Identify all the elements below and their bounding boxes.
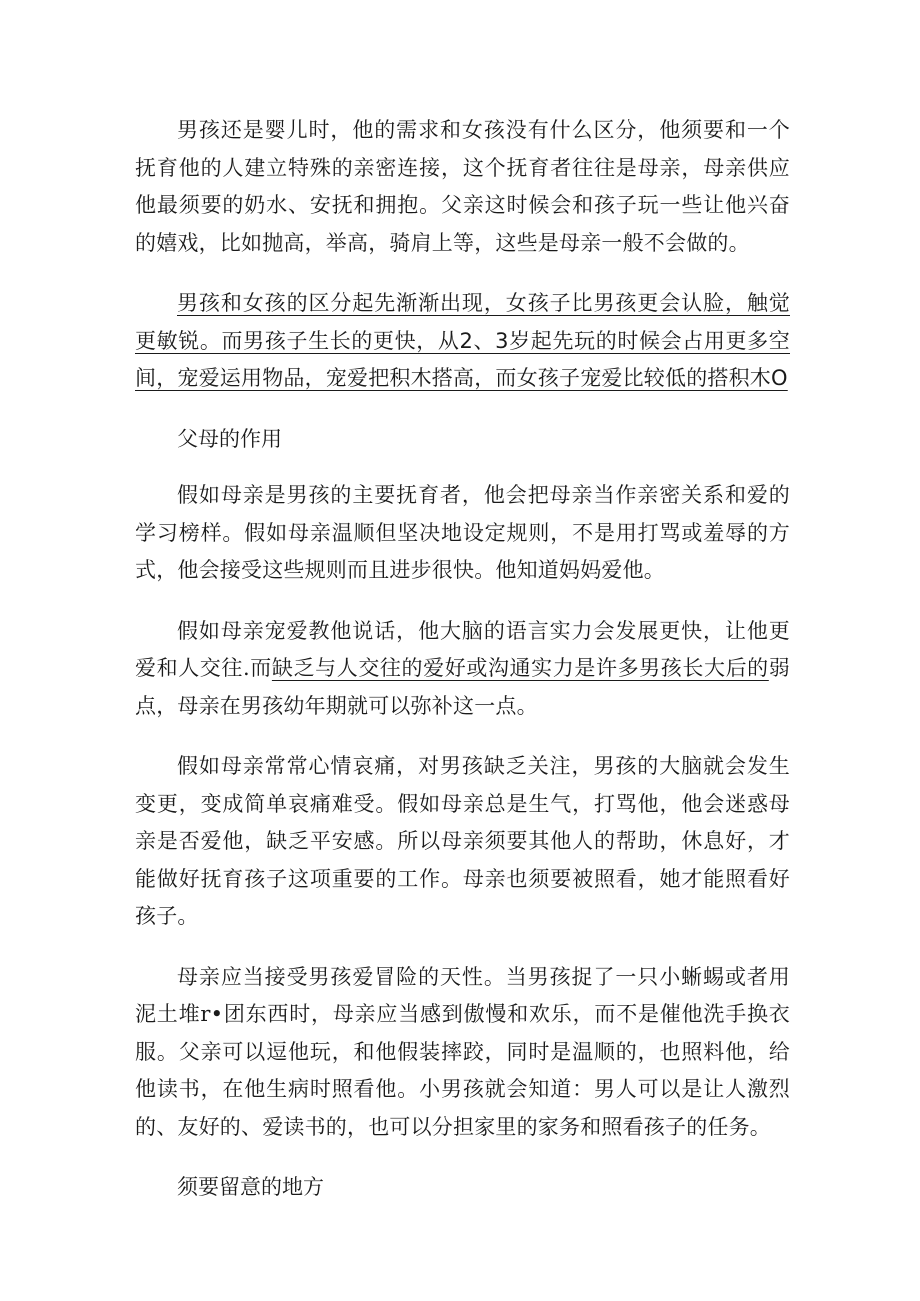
document-page bbox=[135, 112, 790, 1226]
paragraph-text-after: 弱点，母亲在男孩幼年期就可以弥补这一点。 bbox=[135, 656, 790, 718]
section-heading-points-to-note: 须要留意的地方 bbox=[177, 1175, 324, 1199]
underlined-phrase: 缺乏与人交往的爱好或沟通实力是许多男孩长大后的 bbox=[271, 656, 769, 680]
paragraph-text-before: 假如母亲宠爱教他说话，他大脑的语言实力会发展更快，让他更爱和人交往.而 bbox=[135, 618, 790, 680]
paragraph-mother-language bbox=[135, 613, 790, 726]
paragraph-adventure-nature: 母亲应当接受男孩爱冒险的天性。当男孩捉了一只小蜥蜴或者用泥土堆r•团东西时，母亲应当感到傲慢和欢乐，而不是催他洗手换衣服。父亲可以逗他玩，和他假装摔跤，同时是温顺的，也照料他，给他读书，在他生病时照看他。小男孩就会知道：男人可以是让人激烈的、友好的、爱读书的，也可以分担家里的家务和照看孩子的任务。 bbox=[135, 964, 790, 1139]
section-heading-parents-role: 父母的作用 bbox=[177, 426, 282, 451]
paragraph-infant-needs: 男孩还是婴儿时，他的需求和女孩没有什么区分，他须要和一个抚育他的人建立特殊的亲密连接，这个抚育者往往是母亲，母亲供应他最须要的奶水、安抚和拥抱。父亲这时候会和孩子玩一些让他兴奋的嬉戏，比如抛高，举高，骑肩上等，这些是母亲一般不会做的。 bbox=[135, 118, 790, 255]
paragraph-gender-differences: 男孩和女孩的区分起先渐渐出现，女孩子比男孩更会认脸，触觉更敏锐。而男孩子生长的更快，从2、3岁起先玩的时候会占用更多空间，宠爱运用物品，宠爱把积木搭高，而女孩子宠爱比较低的搭积木O bbox=[135, 291, 790, 390]
paragraph-mother-role-model: 假如母亲是男孩的主要抚育者，他会把母亲当作亲密关系和爱的学习榜样。假如母亲温顺但坚决地设定规则，不是用打骂或羞辱的方式，他会接受这些规则而且进步很快。他知道妈妈爱他。 bbox=[135, 483, 790, 582]
paragraph-mother-emotions: 假如母亲常常心情哀痛，对男孩缺乏关注，男孩的大脑就会发生变更，变成简单哀痛难受。假如母亲总是生气，打骂他，他会迷惑母亲是否爱他，缺乏平安感。所以母亲须要其他人的帮助，休息好，才能做好抚育孩子这项重要的工作。母亲也须要被照看，她才能照看好孩子。 bbox=[135, 754, 790, 928]
